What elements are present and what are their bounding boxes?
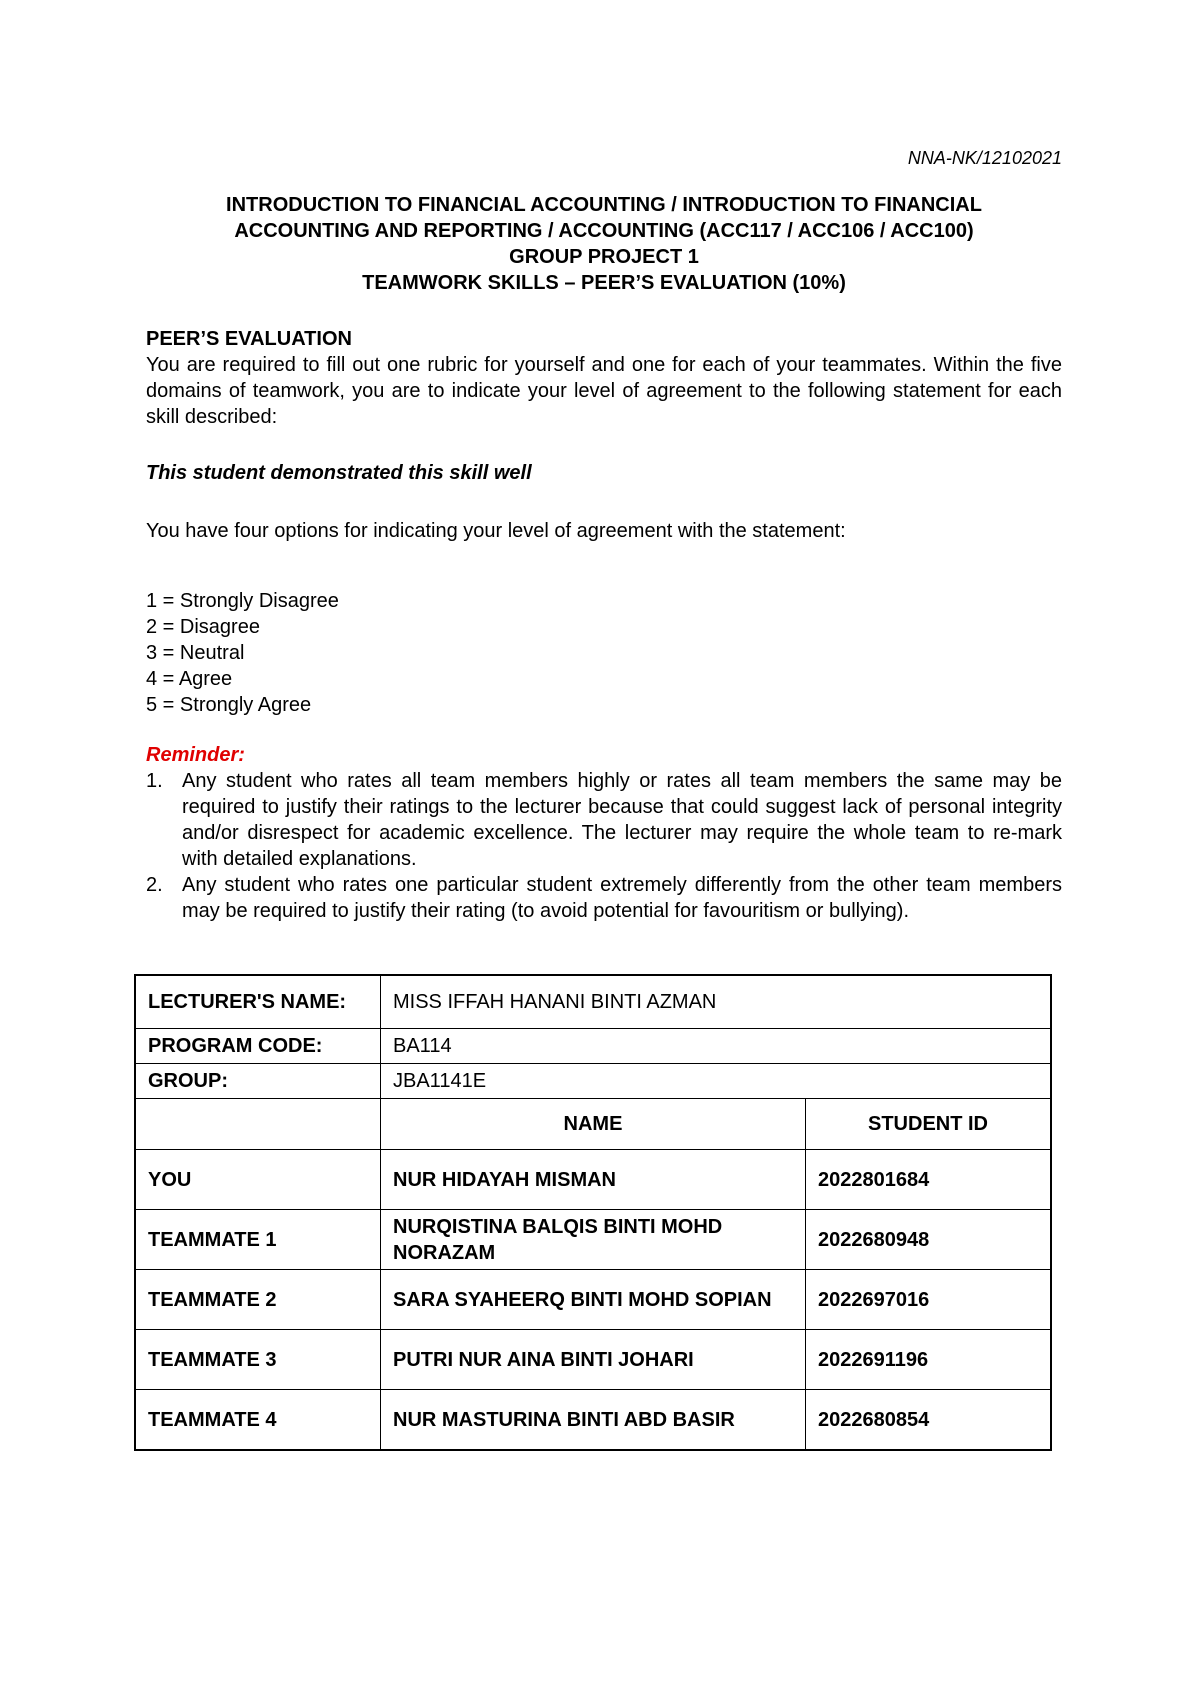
member-name: SARA SYAHEERQ BINTI MOHD SOPIAN — [381, 1270, 806, 1330]
intro-paragraph: You are required to fill out one rubric for yourself and one for each of your teammates. Within the five domains of teamwork, you are to indicate your level of agreement to the following statement for each skill described: — [146, 354, 1062, 428]
table-row-member — [135, 1150, 1051, 1210]
member-role: YOU — [135, 1150, 381, 1210]
title-line: ACCOUNTING AND REPORTING / ACCOUNTING (ACC117 / ACC106 / ACC100) — [234, 220, 974, 242]
program-value: BA114 — [381, 1029, 1052, 1064]
group-label: GROUP: — [135, 1064, 381, 1099]
table-row-group — [135, 1064, 1051, 1099]
title-line: TEAMWORK SKILLS – PEER’S EVALUATION (10%) — [362, 272, 846, 294]
table-header-row — [135, 1099, 1051, 1150]
member-name: PUTRI NUR AINA BINTI JOHARI — [381, 1330, 806, 1390]
document-title-block — [146, 192, 1062, 296]
scale-item: 1 = Strongly Disagree — [146, 590, 339, 612]
table-row-program — [135, 1029, 1051, 1064]
scale-item: 4 = Agree — [146, 668, 233, 690]
reminder-number: 2. — [146, 874, 163, 896]
scale-item: 5 = Strongly Agree — [146, 694, 312, 716]
student-info-table — [134, 974, 1052, 1451]
student-id-column-header: STUDENT ID — [806, 1099, 1052, 1150]
reminder-item — [146, 768, 1062, 872]
empty-header-cell — [135, 1099, 381, 1150]
reminder-list — [146, 768, 1062, 924]
table-row-member — [135, 1210, 1051, 1270]
table-row-member — [135, 1270, 1051, 1330]
member-student-id: 2022680948 — [806, 1210, 1052, 1270]
document-reference: NNA-NK/12102021 — [907, 148, 1062, 168]
member-role: TEAMMATE 2 — [135, 1270, 381, 1330]
reminder-text: Any student who rates all team members highly or rates all team members the same may be required to justify their ratings to the lecturer because that could suggest lack of personal integrity and/or disrespect for academic excellence. The lecturer may require the whole team to re-mark with detailed explanations. — [182, 770, 1062, 870]
scale-item: 3 = Neutral — [146, 642, 245, 664]
member-role: TEAMMATE 1 — [135, 1210, 381, 1270]
scale-item: 2 = Disagree — [146, 616, 260, 638]
table-row-member — [135, 1390, 1051, 1451]
lecturer-label: LECTURER'S NAME: — [135, 975, 381, 1029]
name-column-header: NAME — [381, 1099, 806, 1150]
member-student-id: 2022801684 — [806, 1150, 1052, 1210]
options-intro: You have four options for indicating your level of agreement with the statement: — [146, 520, 846, 542]
table-row-lecturer — [135, 975, 1051, 1029]
member-role: TEAMMATE 3 — [135, 1330, 381, 1390]
reminder-text: Any student who rates one particular student extremely differently from the other team members may be required to justify their rating (to avoid potential for favouritism or bullying). — [182, 874, 1062, 922]
title-line: GROUP PROJECT 1 — [509, 246, 699, 268]
member-name: NURQISTINA BALQIS BINTI MOHD NORAZAM — [381, 1210, 806, 1270]
member-student-id: 2022697016 — [806, 1270, 1052, 1330]
rating-scale — [146, 588, 1062, 718]
reminder-title: Reminder: — [146, 744, 245, 766]
title-line: INTRODUCTION TO FINANCIAL ACCOUNTING / INTRODUCTION TO FINANCIAL — [226, 194, 982, 216]
peer-evaluation-heading: PEER’S EVALUATION — [146, 328, 352, 350]
member-student-id: 2022680854 — [806, 1390, 1052, 1451]
table-row-member — [135, 1330, 1051, 1390]
member-student-id: 2022691196 — [806, 1330, 1052, 1390]
member-name: NUR HIDAYAH MISMAN — [381, 1150, 806, 1210]
member-name: NUR MASTURINA BINTI ABD BASIR — [381, 1390, 806, 1451]
evaluation-statement: This student demonstrated this skill well — [146, 462, 532, 484]
reminder-number: 1. — [146, 770, 163, 792]
program-label: PROGRAM CODE: — [135, 1029, 381, 1064]
lecturer-value: MISS IFFAH HANANI BINTI AZMAN — [381, 975, 1052, 1029]
member-role: TEAMMATE 4 — [135, 1390, 381, 1451]
reminder-item — [146, 872, 1062, 924]
group-value: JBA1141E — [381, 1064, 1052, 1099]
